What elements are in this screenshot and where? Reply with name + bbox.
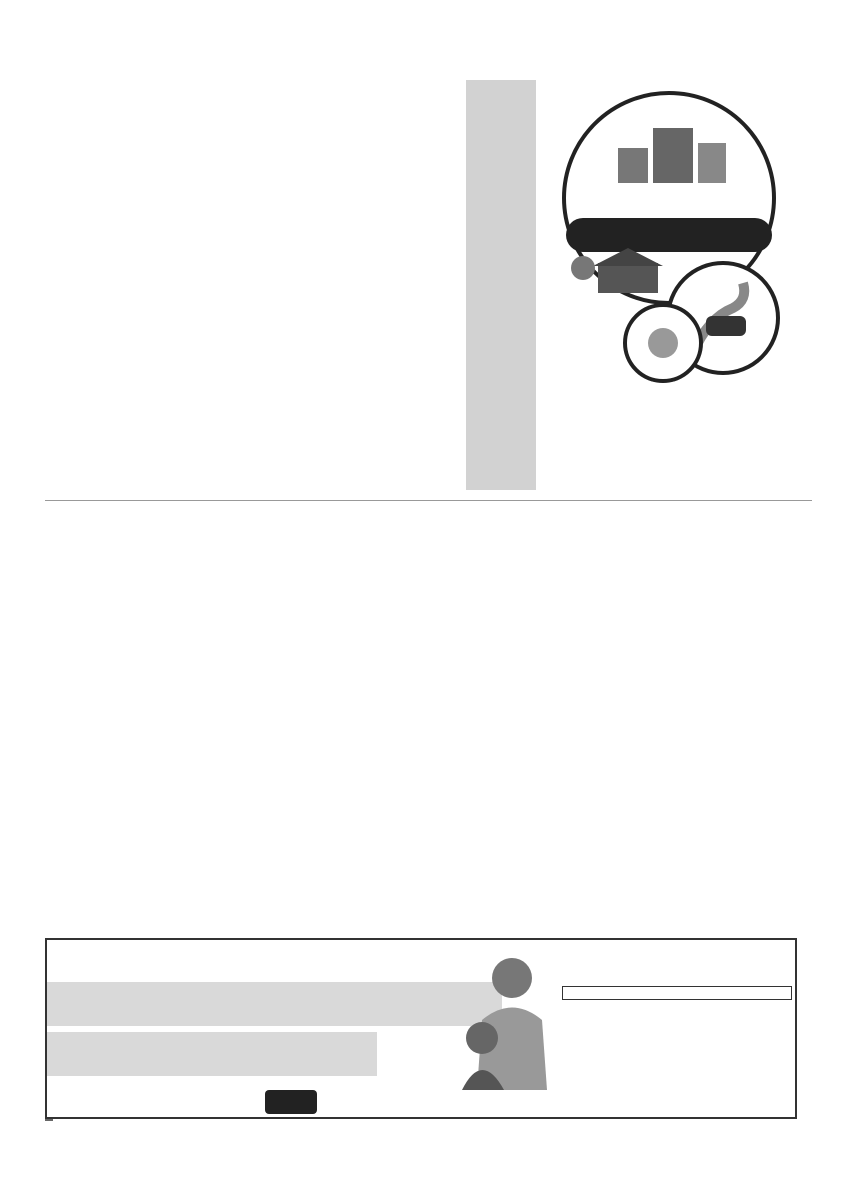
dog-icon	[648, 328, 678, 358]
article-column-1	[335, 72, 455, 492]
section-divider	[45, 500, 812, 501]
ad-headline-2	[47, 1032, 377, 1076]
article-title	[466, 80, 536, 490]
article-column-2	[55, 72, 335, 492]
silver-power-logo-icon	[265, 1090, 317, 1114]
kurashi-info-logo	[558, 88, 780, 383]
ad-headline-1	[47, 982, 502, 1026]
article-column-5	[55, 515, 435, 700]
ad-services	[562, 986, 792, 1000]
silver-center-ad	[45, 938, 797, 1119]
car-icon	[706, 316, 746, 336]
ad-label	[45, 1119, 53, 1121]
article-column-7	[55, 715, 435, 920]
page-footer	[804, 1150, 812, 1168]
article-column-4	[437, 515, 797, 700]
caregiver-illustration	[442, 950, 562, 1090]
article-column-6	[437, 715, 797, 920]
